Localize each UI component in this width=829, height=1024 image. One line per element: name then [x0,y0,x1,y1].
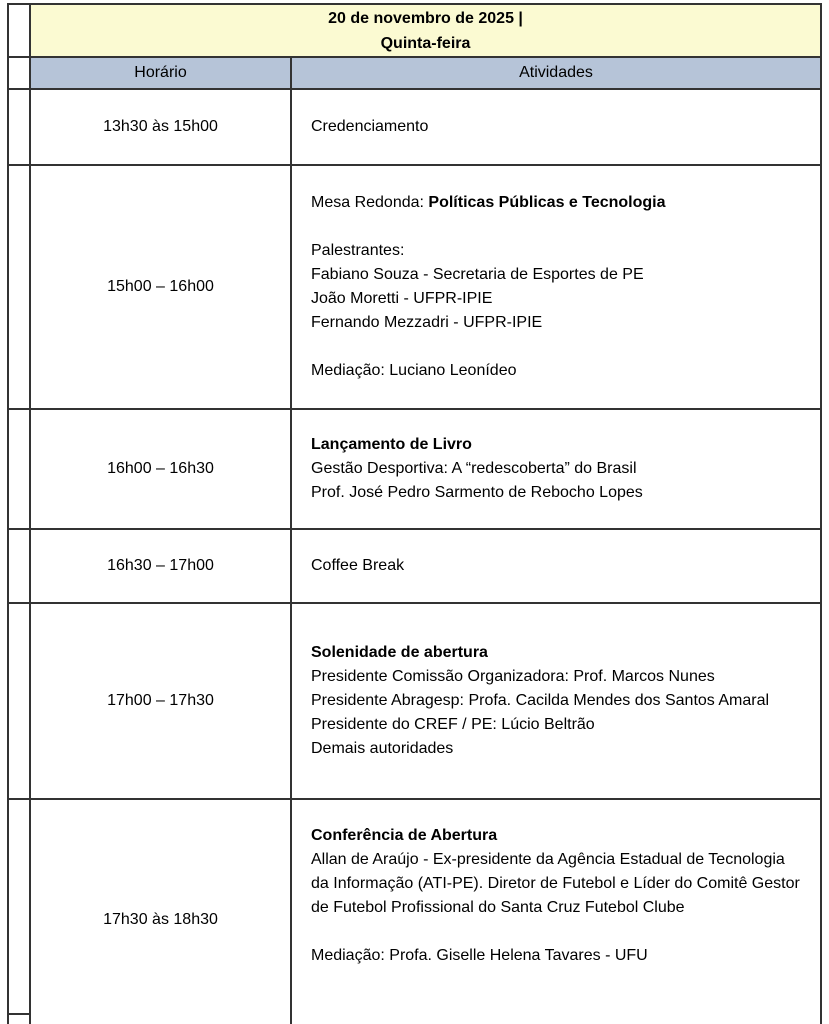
activity-line: Palestrantes: [311,242,405,259]
activity-line: Fabiano Souza - Secretaria de Esportes de PE [311,266,644,283]
time-cell: 16h00 – 16h30 [31,410,290,528]
margin-cell [9,800,29,1024]
activity-line [311,215,804,239]
activity-cell [292,530,820,602]
margin-cell [9,410,29,528]
margin-cell [9,166,29,408]
margin-cell [9,530,29,602]
time-cell: 16h30 – 17h00 [31,530,290,602]
time-cell: 15h00 – 16h00 [31,166,290,408]
activity-cell [292,166,820,408]
margin-cell [9,5,29,56]
activity-cell [292,800,820,1024]
margin-cell [9,90,29,164]
activity-line: Presidente Abragesp: Profa. Cacilda Mendes dos Santos Amaral [311,692,770,709]
activity-line: Presidente do CREF / PE: Lúcio Beltrão [311,716,595,733]
margin-cell [9,604,29,798]
date-header-line1: 20 de novembro de 2025 | [328,9,523,27]
activity-line: Mediação: Luciano Leonídeo [311,362,517,379]
activity-line: Lançamento de Livro [311,436,472,453]
schedule-table [7,3,822,1024]
activity-line: Solenidade de abertura [311,644,488,661]
date-header-line2: Quinta-feira [380,34,471,52]
activity-line: Conferência de Abertura [311,827,498,844]
activity-line: Demais autoridades [311,740,454,757]
activity-cell [292,604,820,798]
activity-line: Gestão Desportiva: A “redescoberta” do Brasil [311,460,637,477]
time-cell: 13h30 às 15h00 [31,90,290,164]
activity-line: Allan de Araújo - Ex-presidente da Agência Estadual de Tecnologia da Informação (ATI-PE). Diretor de Futebol e Líder do Comitê Gestor de Futebol Profissional do Santa Cruz Futebol Clube [311,851,800,916]
activity-line: Mediação: Profa. Giselle Helena Tavares - UFU [311,947,648,964]
activity-cell [292,90,820,164]
time-cell: 17h00 – 17h30 [31,604,290,798]
activity-line: Prof. José Pedro Sarmento de Rebocho Lopes [311,484,643,501]
date-header [31,5,820,56]
activity-line: João Moretti - UFPR-IPIE [311,290,493,307]
activity-line: Presidente Comissão Organizadora: Prof. Marcos Nunes [311,668,715,685]
margin-cell [9,58,29,88]
column-header-activities: Atividades [292,58,820,88]
activity-line: Mesa Redonda: Políticas Públicas e Tecnologia [311,194,666,211]
activity-line: Coffee Break [311,557,405,574]
time-cell: 17h30 às 18h30 [31,800,290,1024]
activity-cell [292,410,820,528]
activity-line: Fernando Mezzadri - UFPR-IPIE [311,314,543,331]
activity-line [311,920,804,944]
activity-line [311,335,804,359]
column-header-time: Horário [31,58,290,88]
activity-line: Credenciamento [311,118,429,135]
